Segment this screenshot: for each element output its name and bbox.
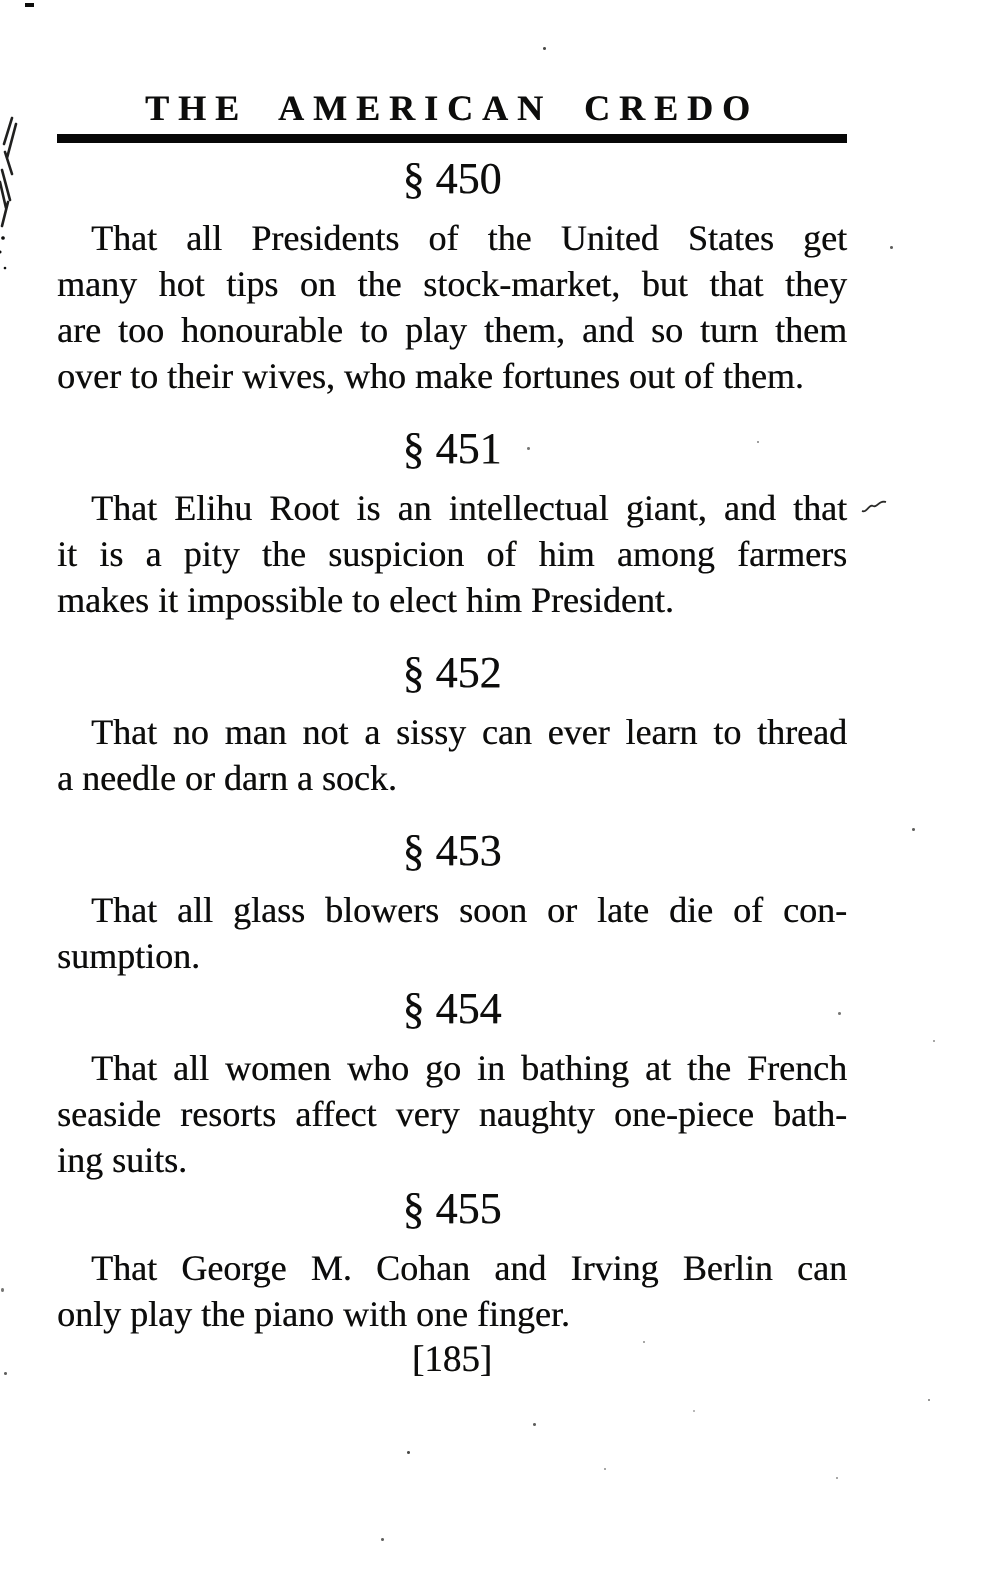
section-paragraph: [57, 1245, 847, 1337]
section-number: § 455: [402, 1184, 502, 1233]
section-451: [57, 423, 847, 623]
text-line: That no man not a sissy can ever learn to thread: [91, 712, 847, 752]
text-line: That all Presidents of the United States get: [91, 218, 847, 258]
scan-speck: [533, 1423, 536, 1426]
text-line: That Elihu Root is an intellectual giant, and that: [91, 488, 847, 528]
section-455: [57, 1183, 847, 1337]
scan-speck: [4, 1372, 7, 1375]
section-number: § 450: [402, 154, 502, 203]
section-number: § 451: [402, 424, 502, 473]
header-rule: [57, 134, 847, 143]
running-header: THE AMERICAN CREDO: [144, 88, 760, 128]
text-line: sumption.: [57, 936, 201, 976]
text-line: it is a pity the suspicion of him among farmers: [57, 534, 847, 574]
text-line: many hot tips on the stock-market, but that they: [57, 264, 847, 304]
section-paragraph: [57, 887, 847, 979]
text-line: a needle or darn a sock.: [57, 758, 397, 798]
text-line: over to their wives, who make fortunes out of them.: [57, 356, 804, 396]
scan-speck: [1, 1288, 4, 1292]
section-number: § 454: [402, 984, 502, 1033]
text-line: That all women who go in bathing at the French: [91, 1048, 847, 1088]
text-line: are too honourable to play them, and so turn them: [57, 310, 847, 350]
scan-speck: [933, 1040, 935, 1042]
text-line: That all glass blowers soon or late die of con-: [91, 890, 847, 930]
text-line: only play the piano with one finger.: [57, 1294, 570, 1334]
scan-speck: [543, 47, 546, 50]
text-line: ing suits.: [57, 1140, 188, 1180]
scan-speck: [836, 1477, 838, 1479]
scan-speck: [928, 1399, 930, 1401]
text-block: [57, 88, 847, 1383]
section-paragraph: [57, 215, 847, 399]
section-453: [57, 825, 847, 979]
section-number: § 453: [402, 826, 502, 875]
scan-speck: [693, 1410, 695, 1412]
section-number: § 452: [402, 648, 502, 697]
scan-speck: [604, 1468, 606, 1470]
section-450: [57, 153, 847, 399]
scan-speck: [381, 1538, 384, 1541]
scan-speck: [407, 1451, 410, 1454]
section-454: [57, 983, 847, 1183]
scan-speck: [912, 828, 915, 831]
section-paragraph: [57, 485, 847, 623]
text-line: seaside resorts affect very naughty one-piece bath-: [57, 1094, 847, 1134]
section-452: [57, 647, 847, 801]
pen-squiggle-icon: [860, 497, 888, 515]
section-paragraph: [57, 709, 847, 801]
scan-speck: [25, 3, 34, 7]
text-line: makes it impossible to elect him President.: [57, 580, 674, 620]
ink-smudge-icon: [0, 112, 31, 277]
section-paragraph: [57, 1045, 847, 1183]
scan-speck: [890, 246, 893, 249]
text-line: That George M. Cohan and Irving Berlin can: [91, 1248, 847, 1288]
page-number: [185]: [411, 1339, 493, 1380]
